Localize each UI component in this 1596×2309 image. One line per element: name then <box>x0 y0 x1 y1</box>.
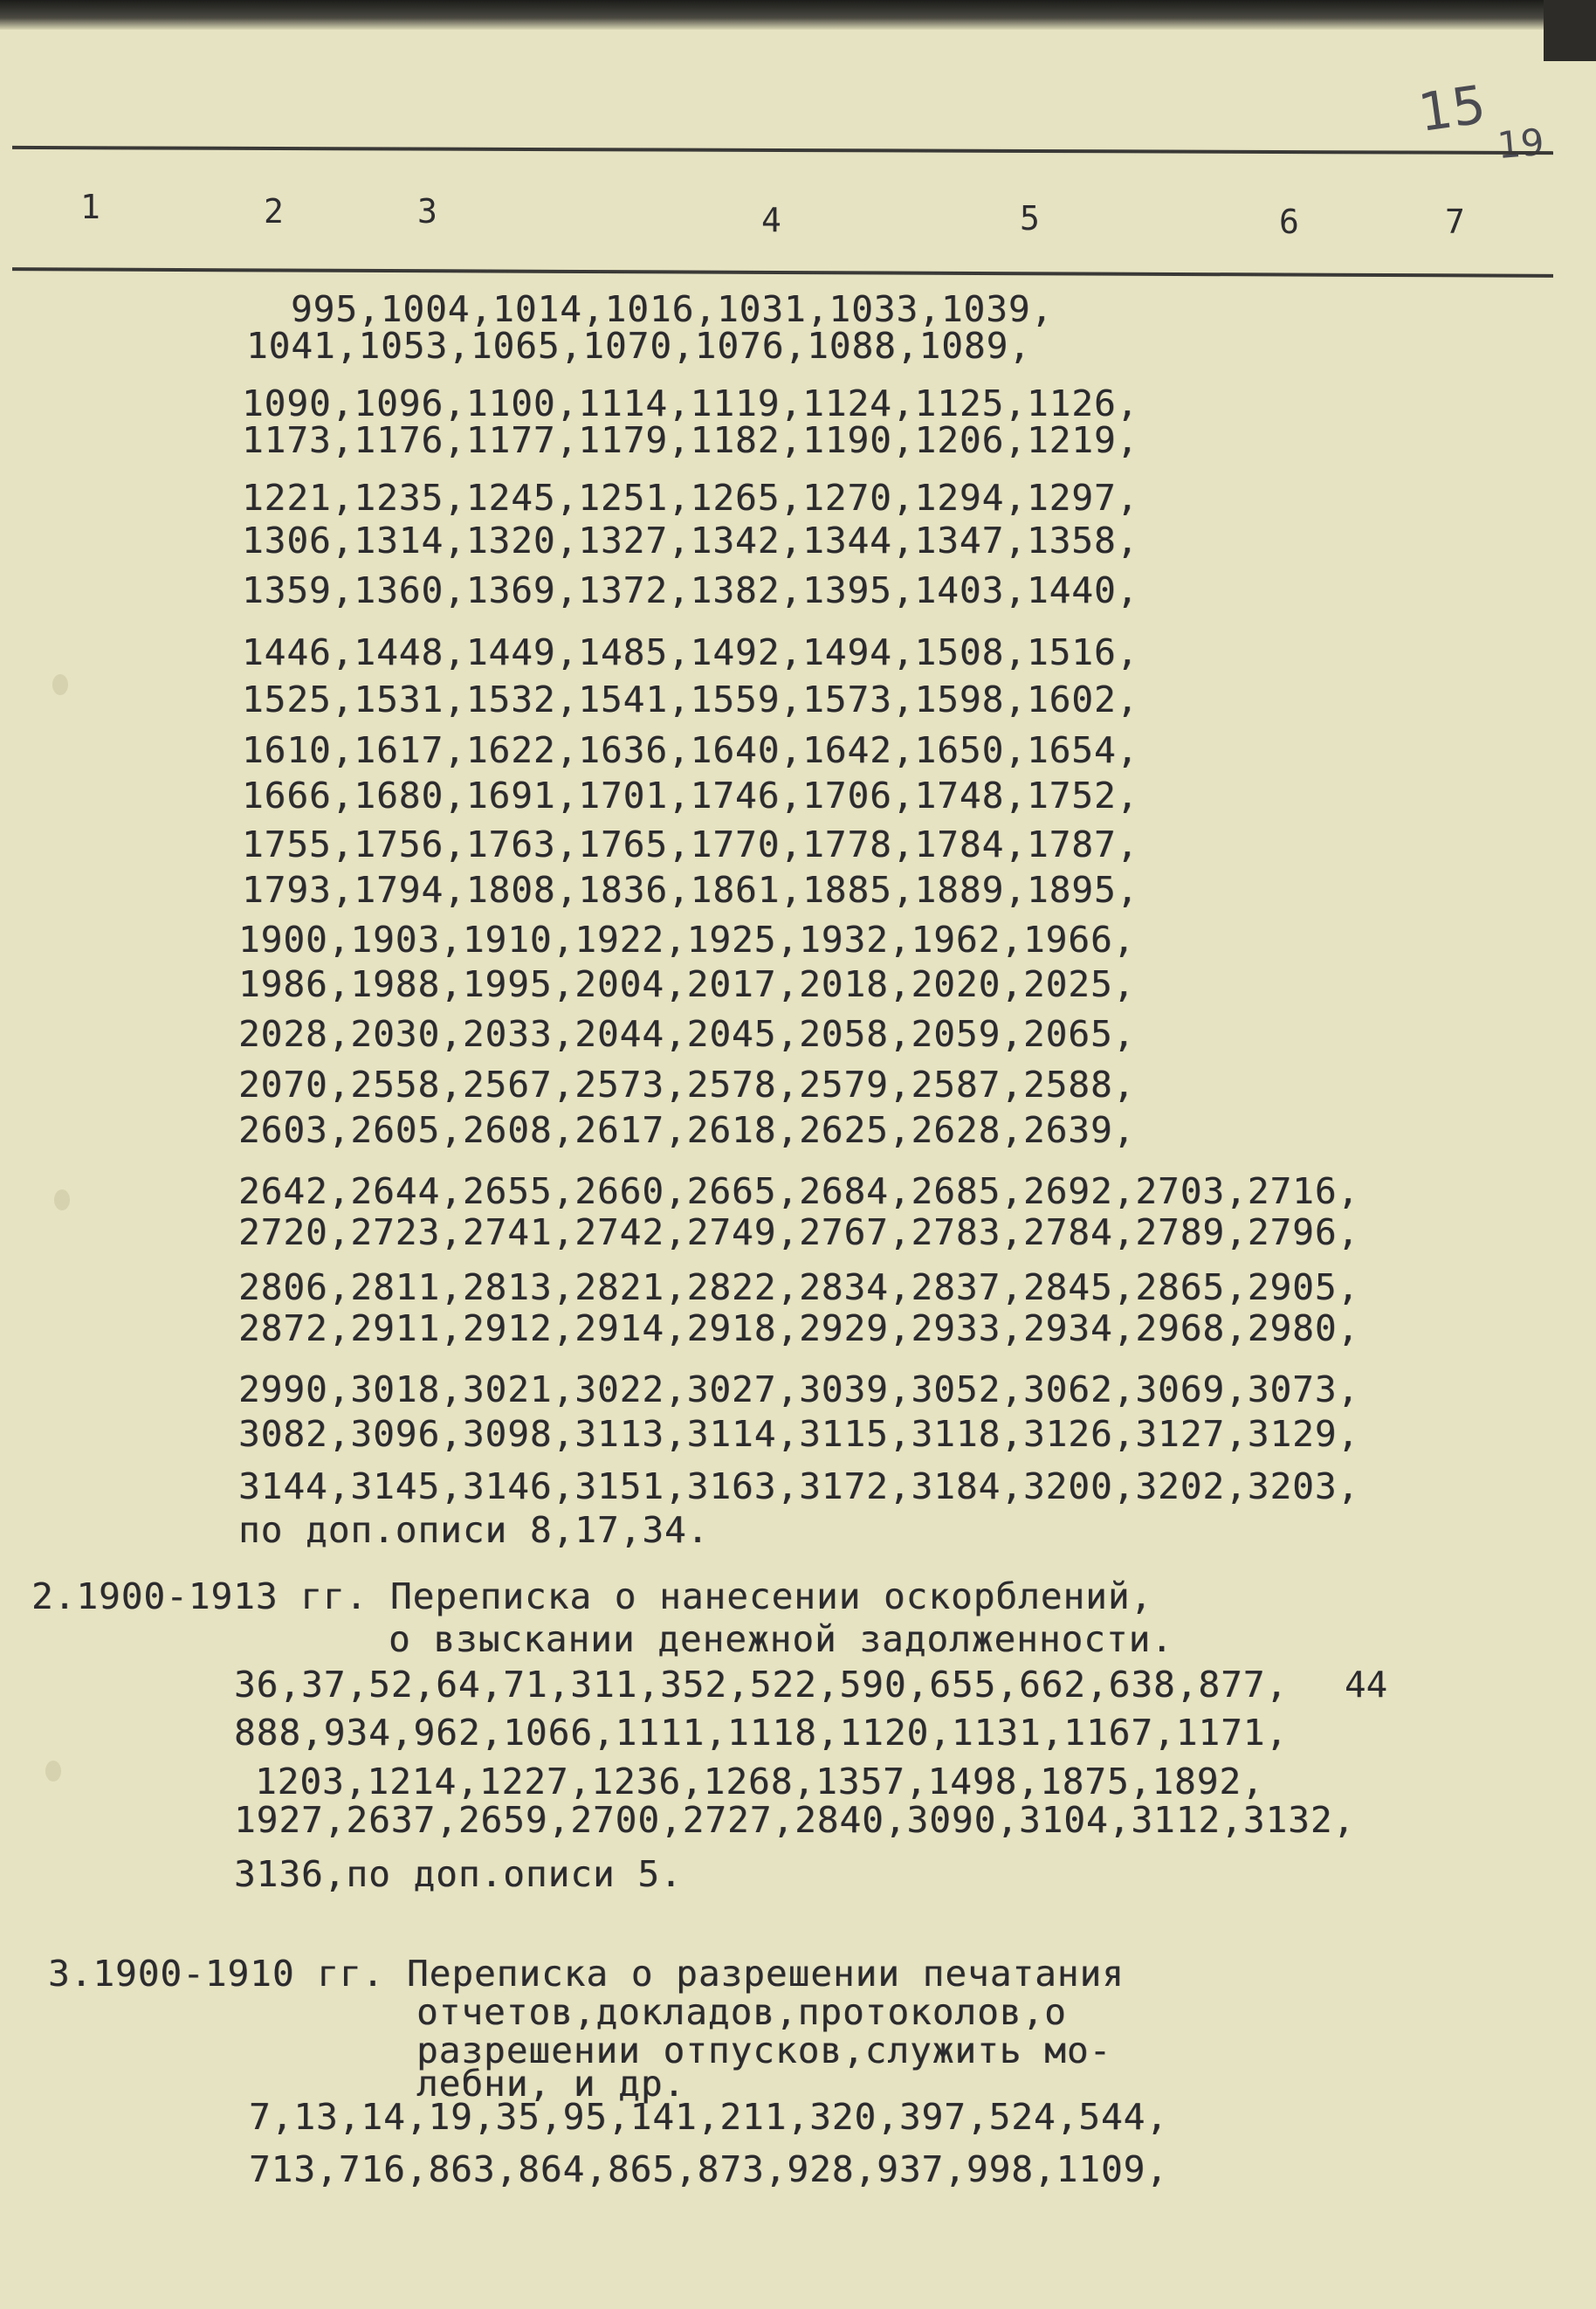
entry-1-line: 3082,3096,3098,3113,3114,3115,3118,3126,3127,3129, <box>238 1413 1360 1455</box>
header-rule-bottom <box>12 267 1553 278</box>
entry-1-line: 3144,3145,3146,3151,3163,3172,3184,3200,3202,3203, <box>238 1465 1360 1507</box>
entry-1-line: 2070,2558,2567,2573,2578,2579,2587,2588, <box>238 1064 1136 1106</box>
folio-number: 15 <box>1414 74 1489 144</box>
entry-3-line: 7,13,14,19,35,95,141,211,320,397,524,544, <box>249 2096 1169 2138</box>
entry-1-line: 2806,2811,2813,2821,2822,2834,2837,2845,2865,2905, <box>238 1266 1360 1308</box>
entry-1-line: 2990,3018,3021,3022,3027,3039,3052,3062,3069,3073, <box>238 1368 1360 1410</box>
entry-3-heading-cont: отчетов,докладов,протоколов,о <box>416 1991 1067 2033</box>
entry-2-line: 888,934,962,1066,1111,1118,1120,1131,1167,1171, <box>234 1712 1289 1754</box>
entry-1-line: 2028,2030,2033,2044,2045,2058,2059,2065, <box>238 1013 1136 1055</box>
entry-1-line: 1041,1053,1065,1070,1076,1088,1089, <box>246 325 1031 367</box>
entry-1-line: 2603,2605,2608,2617,2618,2625,2628,2639, <box>238 1109 1136 1151</box>
entry-1-line: 1090,1096,1100,1114,1119,1124,1125,1126, <box>242 383 1139 424</box>
entry-1-line: 995,1004,1014,1016,1031,1033,1039, <box>291 288 1054 330</box>
column-number-1: 1 <box>80 188 100 226</box>
entry-1-line: 1306,1314,1320,1327,1342,1344,1347,1358, <box>242 520 1139 562</box>
entry-1-line: 1173,1176,1177,1179,1182,1190,1206,1219, <box>242 419 1139 461</box>
column-number-3: 3 <box>417 192 437 231</box>
scan-edge <box>0 0 1596 30</box>
entry-2-heading-cont: о взыскании денежной задолженности. <box>389 1618 1173 1660</box>
entry-1-line: 1446,1448,1449,1485,1492,1494,1508,1516, <box>242 631 1139 673</box>
punch-hole <box>52 674 68 695</box>
entry-1-line: 1525,1531,1532,1541,1559,1573,1598,1602, <box>242 679 1139 720</box>
entry-1-line: 1666,1680,1691,1701,1746,1706,1748,1752, <box>242 775 1139 817</box>
entry-1-line: 1793,1794,1808,1836,1861,1885,1889,1895, <box>242 869 1139 911</box>
entry-3-heading-cont: лебни, и др. <box>416 2063 686 2105</box>
entry-1-line: 1359,1360,1369,1372,1382,1395,1403,1440, <box>242 569 1139 611</box>
entry-3-heading: 3.1900-1910 гг. Переписка о разрешении печатания <box>48 1953 1125 1995</box>
entry-1-line: 1221,1235,1245,1251,1265,1270,1294,1297, <box>242 477 1139 519</box>
entry-1-line: 2720,2723,2741,2742,2749,2767,2783,2784,2789,2796, <box>238 1211 1360 1253</box>
column-number-2: 2 <box>264 192 284 231</box>
entry-3-line: 713,716,863,864,865,873,928,937,998,1109, <box>249 2148 1169 2190</box>
entry-1-line: 2642,2644,2655,2660,2665,2684,2685,2692,2703,2716, <box>238 1170 1360 1212</box>
entry-3-heading-cont: разрешении отпусков,служить мо- <box>416 2030 1112 2071</box>
column-number-7: 7 <box>1445 203 1465 241</box>
column-number-4: 4 <box>761 201 781 239</box>
column-number-6: 6 <box>1279 203 1299 241</box>
entry-2-line: 1927,2637,2659,2700,2727,2840,3090,3104,3112,3132, <box>234 1799 1356 1841</box>
entry-2-heading: 2.1900-1913 гг. Переписка о нанесении оскорблений, <box>31 1575 1153 1617</box>
punch-hole <box>45 1761 61 1782</box>
entry-2-count: 44 <box>1345 1664 1388 1706</box>
entry-1-line: 2872,2911,2912,2914,2918,2929,2933,2934,2968,2980, <box>238 1307 1360 1349</box>
column-number-5: 5 <box>1020 199 1040 238</box>
entry-1-line: 1755,1756,1763,1765,1770,1778,1784,1787, <box>242 824 1139 865</box>
scan-corner <box>1544 0 1596 61</box>
entry-1-line: 1900,1903,1910,1922,1925,1932,1962,1966, <box>238 919 1136 961</box>
entry-1-addendum: по доп.описи 8,17,34. <box>238 1509 710 1551</box>
entry-2-line: 1203,1214,1227,1236,1268,1357,1498,1875,1892, <box>255 1761 1264 1802</box>
punch-hole <box>54 1189 70 1210</box>
header-rule-top <box>12 146 1553 155</box>
entry-1-line: 1610,1617,1622,1636,1640,1642,1650,1654, <box>242 729 1139 771</box>
entry-2-line: 36,37,52,64,71,311,352,522,590,655,662,638,877, <box>234 1664 1289 1706</box>
folio-sub-number: 19 <box>1495 120 1546 168</box>
entry-1-line: 1986,1988,1995,2004,2017,2018,2020,2025, <box>238 963 1136 1005</box>
entry-2-addendum: 3136,по доп.описи 5. <box>234 1853 683 1895</box>
